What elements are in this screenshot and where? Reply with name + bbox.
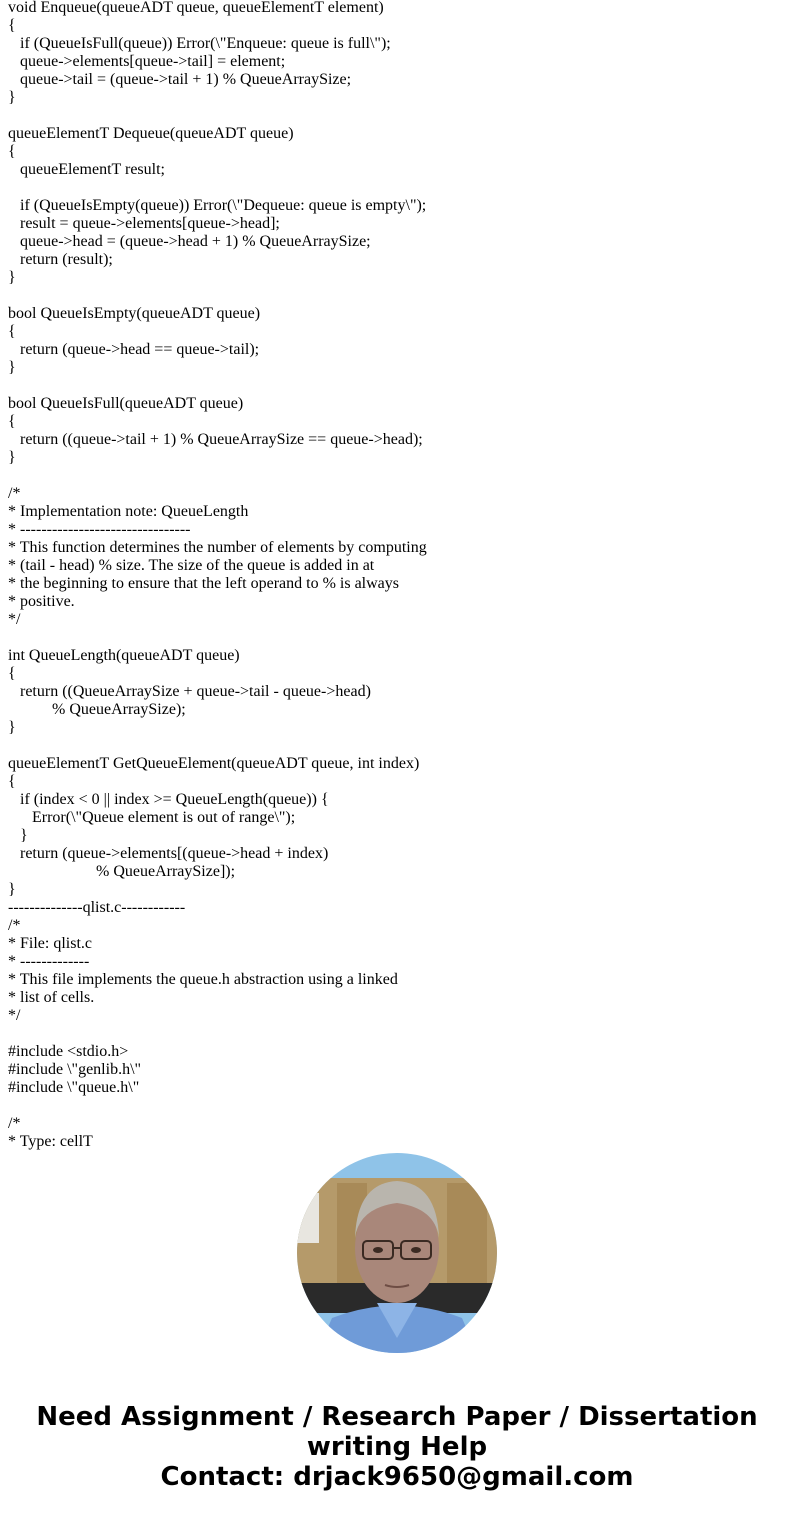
code-line: return ((QueueArraySize + queue->tail - queue->head): [8, 683, 371, 700]
code-line: if (index < 0 || index >= QueueLength(queue)) {: [8, 791, 329, 808]
code-line: [8, 1097, 794, 1115]
code-line: {: [8, 323, 16, 340]
code-line: % QueueArraySize);: [8, 701, 186, 718]
code-line: [8, 377, 794, 395]
contact-email: Contact: drjack9650@gmail.com: [160, 1462, 634, 1492]
code-line: * This file implements the queue.h abstraction using a linked: [8, 971, 398, 988]
code-line: }: [8, 269, 16, 286]
code-line: * (tail - head) % size. The size of the queue is added in at: [8, 557, 375, 574]
code-line: #include <stdio.h>: [8, 1043, 129, 1060]
code-line: }: [8, 719, 16, 736]
code-line: * Type: cellT: [8, 1133, 93, 1150]
code-line: /*: [8, 485, 21, 502]
code-line: #include \"genlib.h\": [8, 1061, 142, 1078]
code-line: */: [8, 1007, 21, 1024]
code-line: return (queue->elements[(queue->head + index): [8, 845, 329, 862]
code-line: }: [8, 359, 16, 376]
code-line: queue->elements[queue->tail] = element;: [8, 53, 286, 70]
avatar: [297, 1153, 497, 1353]
contact-banner: [0, 1402, 794, 1492]
code-line: #include \"queue.h\": [8, 1079, 140, 1096]
code-line: {: [8, 143, 16, 160]
code-line: * --------------------------------: [8, 521, 191, 538]
code-line: result = queue->elements[queue->head];: [8, 215, 280, 232]
code-line: return ((queue->tail + 1) % QueueArraySize == queue->head);: [8, 431, 423, 448]
author-photo-icon: [297, 1153, 497, 1353]
code-line: queueElementT result;: [8, 161, 165, 178]
code-line: [8, 737, 794, 755]
code-line: bool QueueIsEmpty(queueADT queue): [8, 305, 261, 322]
code-line: */: [8, 611, 21, 628]
code-line: % QueueArraySize]);: [8, 863, 236, 880]
code-line: --------------qlist.c------------: [8, 899, 186, 916]
code-line: * -------------: [8, 953, 90, 970]
code-line: {: [8, 17, 16, 34]
code-line: queueElementT Dequeue(queueADT queue): [8, 125, 294, 142]
code-line: }: [8, 449, 16, 466]
code-line: * File: qlist.c: [8, 935, 92, 952]
code-line: int QueueLength(queueADT queue): [8, 647, 240, 664]
banner-line-2: writing Help: [306, 1432, 488, 1462]
code-line: }: [8, 827, 28, 844]
code-line: * This function determines the number of elements by computing: [8, 539, 427, 556]
code-line: }: [8, 89, 16, 106]
code-line: {: [8, 665, 16, 682]
code-line: queueElementT GetQueueElement(queueADT queue, int index): [8, 755, 420, 772]
code-line: Error(\"Queue element is out of range\");: [8, 809, 296, 826]
code-line: }: [8, 881, 16, 898]
code-line: * list of cells.: [8, 989, 95, 1006]
code-line: * the beginning to ensure that the left operand to % is always: [8, 575, 400, 592]
code-line: {: [8, 413, 16, 430]
code-line: return (result);: [8, 251, 113, 268]
code-line: /*: [8, 917, 21, 934]
code-line: [8, 107, 794, 125]
code-line: queue->head = (queue->head + 1) % QueueArraySize;: [8, 233, 371, 250]
code-line: [8, 629, 794, 647]
code-line: if (QueueIsFull(queue)) Error(\"Enqueue: queue is full\");: [8, 35, 391, 52]
code-line: [8, 287, 794, 305]
code-line: {: [8, 773, 16, 790]
code-line: [8, 1025, 794, 1043]
banner-line-1: Need Assignment / Research Paper / Dissertation: [36, 1402, 758, 1432]
code-line: * Implementation note: QueueLength: [8, 503, 249, 520]
code-line: [8, 467, 794, 485]
code-line: * positive.: [8, 593, 75, 610]
code-line: void Enqueue(queueADT queue, queueElementT element): [8, 0, 384, 16]
code-line: return (queue->head == queue->tail);: [8, 341, 260, 358]
code-line: queue->tail = (queue->tail + 1) % QueueArraySize;: [8, 71, 352, 88]
code-line: if (QueueIsEmpty(queue)) Error(\"Dequeue: queue is empty\");: [8, 197, 427, 214]
code-line: bool QueueIsFull(queueADT queue): [8, 395, 244, 412]
code-line: /*: [8, 1115, 21, 1132]
code-line: [8, 179, 794, 197]
